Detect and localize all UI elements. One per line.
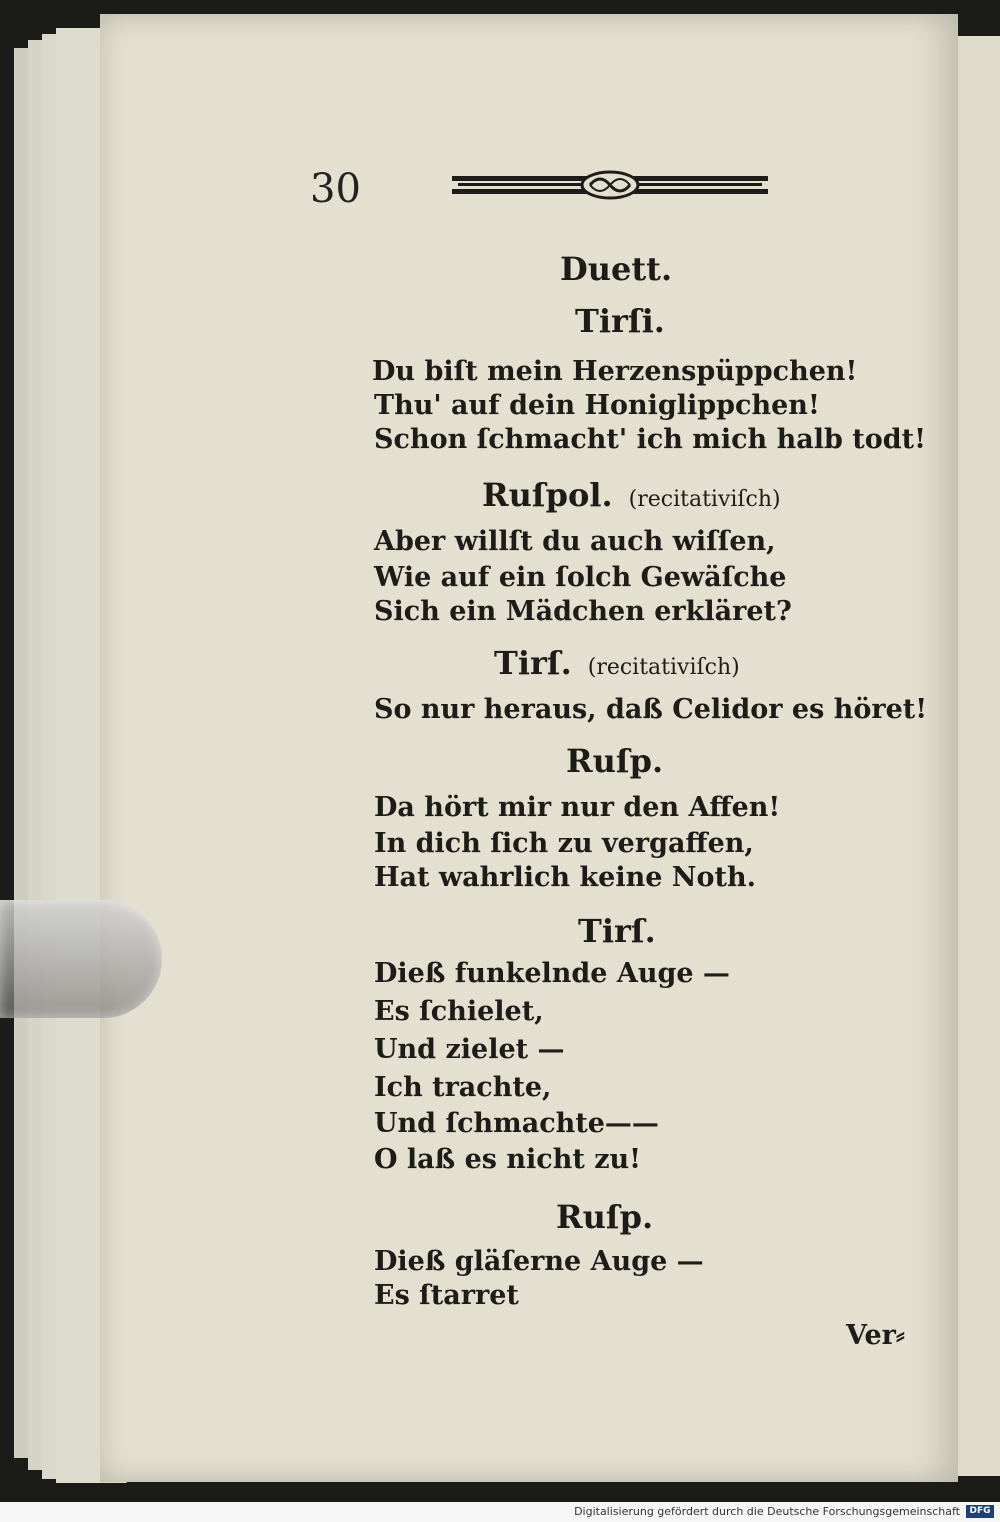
line-text: Ich trachte, xyxy=(374,1072,552,1103)
line-text: Ruſpol. xyxy=(482,476,613,514)
line-text: Tirſi. xyxy=(575,302,665,340)
line-text: Aber willſt du auch wiſſen, xyxy=(374,526,776,557)
verse-line xyxy=(374,828,754,859)
verse-line xyxy=(374,1144,641,1175)
verse-line xyxy=(374,1034,565,1065)
line-text: Hat wahrlich keine Noth. xyxy=(374,862,756,893)
line-text: Wie auf ein ſolch Gewäſche xyxy=(374,562,787,593)
speaker-heading xyxy=(578,912,656,950)
book-clip xyxy=(0,900,162,1018)
line-text: Sich ein Mädchen erkläret? xyxy=(374,596,792,627)
line-text: Duett. xyxy=(560,250,673,288)
verse-line xyxy=(374,562,786,593)
line-text: Ruſp. xyxy=(556,1198,654,1236)
ornament-rule xyxy=(452,170,768,200)
line-text: Da hört mir nur den Affen! xyxy=(374,792,781,823)
speaker-heading xyxy=(556,1198,653,1236)
verse-line xyxy=(374,1108,659,1139)
verse-line xyxy=(374,424,926,455)
line-text: Dieß gläſerne Auge — xyxy=(374,1246,704,1277)
verse-line xyxy=(372,356,857,387)
line-text: Und zielet — xyxy=(374,1034,565,1065)
catchword: Ver⸗ xyxy=(846,1320,905,1351)
line-text: O laß es nicht zu! xyxy=(374,1144,642,1175)
line-text: Tirſ. xyxy=(578,912,656,950)
dfg-logo: DFG xyxy=(966,1505,994,1518)
verse-line xyxy=(374,390,820,421)
line-text: So nur heraus, daß Celidor es höret! xyxy=(374,694,928,725)
line-text: Es ſtarret xyxy=(374,1280,519,1311)
verse-line xyxy=(374,958,730,989)
page-number: 30 xyxy=(310,166,361,212)
verse-line xyxy=(374,526,776,557)
line-text: In dich ſich zu vergaffen, xyxy=(374,828,754,859)
verse-line xyxy=(374,1072,551,1103)
line-text: Schon ſchmacht' ich mich halb todt! xyxy=(374,424,926,455)
line-text: Du biſt mein Herzenspüppchen! xyxy=(372,356,858,387)
speaker-heading xyxy=(575,302,665,340)
line-text: Thu' auf dein Honiglippchen! xyxy=(374,390,820,421)
line-text: Tirſ. xyxy=(494,644,572,682)
footer-text: Digitalisierung gefördert durch die Deutsche Forschungsgemeinschaft xyxy=(574,1505,960,1518)
speaker-heading xyxy=(494,644,740,682)
stage-direction: (recitativiſch) xyxy=(587,655,740,680)
footer-bar xyxy=(0,1502,1000,1522)
verse-line xyxy=(374,792,780,823)
line-text: Ruſp. xyxy=(566,742,664,780)
verse-line xyxy=(374,862,756,893)
speaker-heading xyxy=(560,250,672,288)
line-text: Und ſchmachte—— xyxy=(374,1108,659,1139)
verse-line xyxy=(374,694,927,725)
verse-line xyxy=(374,996,544,1027)
line-text: Dieß funkelnde Auge — xyxy=(374,958,730,989)
verse-line xyxy=(374,596,792,627)
stage-direction: (recitativiſch) xyxy=(628,487,781,512)
speaker-heading xyxy=(482,476,781,514)
speaker-heading xyxy=(566,742,663,780)
line-text: Es ſchielet, xyxy=(374,996,544,1027)
verse-line xyxy=(374,1280,519,1311)
verse-line xyxy=(374,1246,704,1277)
